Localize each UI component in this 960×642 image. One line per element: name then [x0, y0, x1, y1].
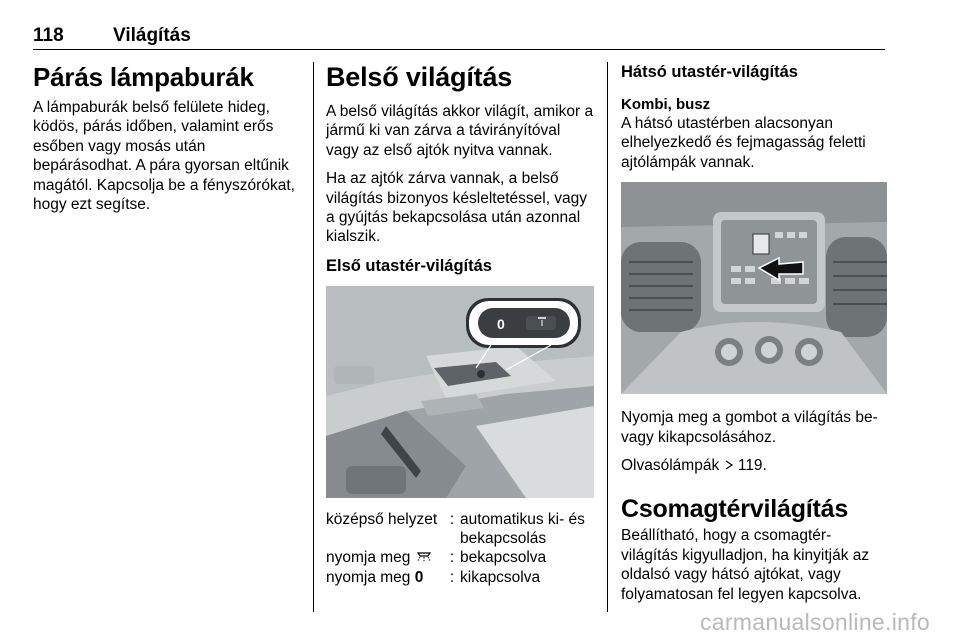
column-divider-2	[607, 62, 608, 612]
rear-light-text: A hátsó utastérben alacsonyan elhelyezkedő és fejmagasság feletti ajtólámpák vannak.	[621, 115, 866, 171]
front-light-photo	[326, 286, 594, 498]
watermark: carmanualsonline.info	[699, 609, 930, 635]
front-light-legend	[326, 510, 594, 587]
page-reference-arrow-icon	[724, 459, 734, 474]
interior-light-icon	[415, 551, 433, 566]
legend-row	[326, 568, 594, 587]
column-2	[326, 62, 594, 587]
reading-lights-ref	[621, 456, 887, 476]
interior-lighting-text-2: Ha az ajtók zárva vannak, a belső világítás bizonyos késleltetéssel, vagy a gyújtás bekapcsolása után azonnal kialszik.	[326, 170, 588, 246]
minor-title-kombi-bus: Kombi, busz	[621, 96, 711, 113]
chapter-title: Világítás	[113, 25, 191, 46]
section-title-interior-lighting: Belső világítás	[326, 62, 513, 92]
legend-sep: :	[449, 568, 455, 586]
legend-desc: automatikus ki- és bekapcsolás	[460, 510, 585, 547]
legend-term: középső helyzet	[326, 510, 438, 528]
column-3	[621, 62, 887, 613]
interior-lighting-text-1: A belső világítás akkor világít, amikor a jármű ki van zárva a távirányítóval vagy az első ajtók nyitva vannak.	[326, 103, 594, 159]
column-divider-1	[313, 62, 314, 612]
reading-lights-label: Olvasólámpák	[621, 457, 720, 475]
legend-desc: bekapcsolva	[460, 548, 547, 566]
legend-desc: kikapcsolva	[460, 568, 541, 586]
cargo-light-text: Beállítható, hogy a csomagtér-világítás kigyulladjon, ha kinyitják az oldalsó vagy hátsó ajtókat, vagy folyamatosan fel legyen kapcsolva.	[621, 527, 870, 603]
legend-term: nyomja meg	[326, 548, 411, 566]
front-interior-light-illustration	[326, 286, 594, 498]
legend-key-zero: 0	[414, 568, 424, 586]
subtitle-front-interior-light: Első utastér-világítás	[326, 256, 492, 275]
legend-row	[326, 548, 594, 568]
column-1	[33, 62, 301, 223]
rear-light-illustration	[621, 182, 887, 394]
page-header	[33, 22, 885, 50]
legend-term: nyomja meg	[326, 568, 411, 586]
page-number: 118	[33, 25, 64, 46]
rear-light-button-text: Nyomja meg a gombot a világítás be- vagy kikapcsolásához.	[621, 409, 878, 446]
section-title-cargo-light: Csomagtérvilágítás	[621, 495, 849, 524]
subtitle-rear-interior-light: Hátsó utastér-világítás	[621, 63, 798, 81]
legend-row	[326, 510, 594, 548]
legend-sep: :	[449, 510, 455, 528]
lamp-fog-text: A lámpaburák belső felülete hideg, ködös, párás időben, valamint erős esőben vagy mosás után bepárásodhat. A pára gyorsan eltűnik magától. Kapcsolja be a fényszórókat, hogy ezt segítse.	[33, 99, 295, 214]
reading-lights-page: 119.	[737, 457, 767, 475]
badge-zero-label: 0	[497, 315, 505, 332]
legend-sep: :	[449, 548, 455, 566]
section-title-lamp-fog: Párás lámpaburák	[33, 62, 254, 92]
rear-light-photo	[621, 182, 887, 394]
